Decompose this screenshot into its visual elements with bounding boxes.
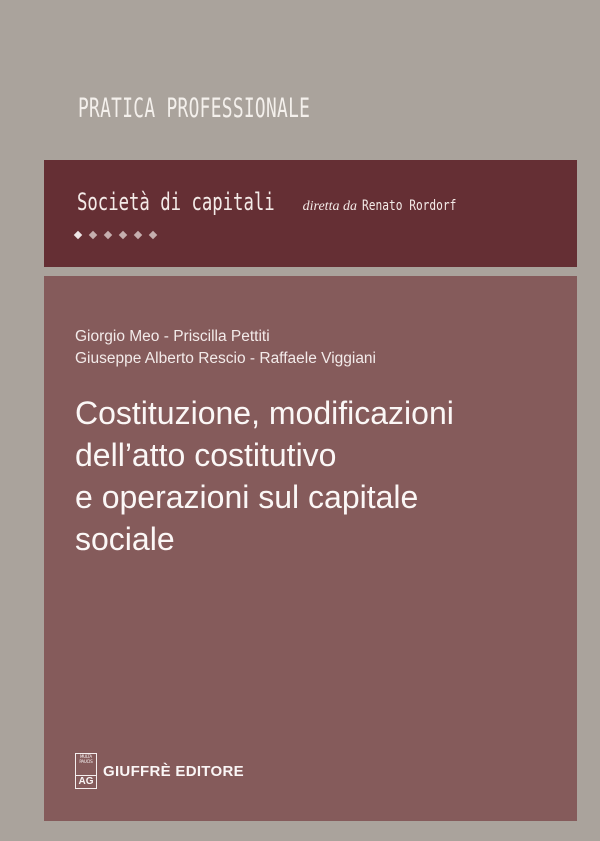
authors <box>75 326 376 370</box>
title-line: sociale <box>75 521 175 557</box>
collana-band <box>44 160 577 267</box>
title-line: Costituzione, modificazioni <box>75 395 454 431</box>
directed-by-label: diretta da <box>302 199 357 214</box>
diamond-icon <box>74 231 82 239</box>
series-title: PRATICA PROFESSIONALE <box>78 93 311 124</box>
diamond-icon <box>134 231 142 239</box>
diamond-icon <box>104 231 112 239</box>
diamond-ornament <box>75 232 156 238</box>
director-name: Renato Rordorf <box>362 198 457 214</box>
authors-line: Giorgio Meo - Priscilla Pettiti <box>75 328 270 345</box>
main-panel <box>44 276 577 821</box>
diamond-icon <box>89 231 97 239</box>
publisher <box>75 753 244 789</box>
title-line: e operazioni sul capitale <box>75 479 419 515</box>
authors-line: Giuseppe Alberto Rescio - Raffaele Viggiani <box>75 350 377 367</box>
diamond-icon <box>149 231 157 239</box>
publisher-name: GIUFFRÈ EDITORE <box>103 762 244 780</box>
publisher-logo-icon: MULTA PAUCIS AG <box>75 753 97 789</box>
book-title <box>75 392 565 560</box>
title-line: dell’atto costitutivo <box>75 437 337 473</box>
logo-monogram: AG <box>76 775 96 787</box>
collana-name: Società di capitali <box>77 188 275 216</box>
collana-line <box>77 188 480 216</box>
diamond-icon <box>119 231 127 239</box>
